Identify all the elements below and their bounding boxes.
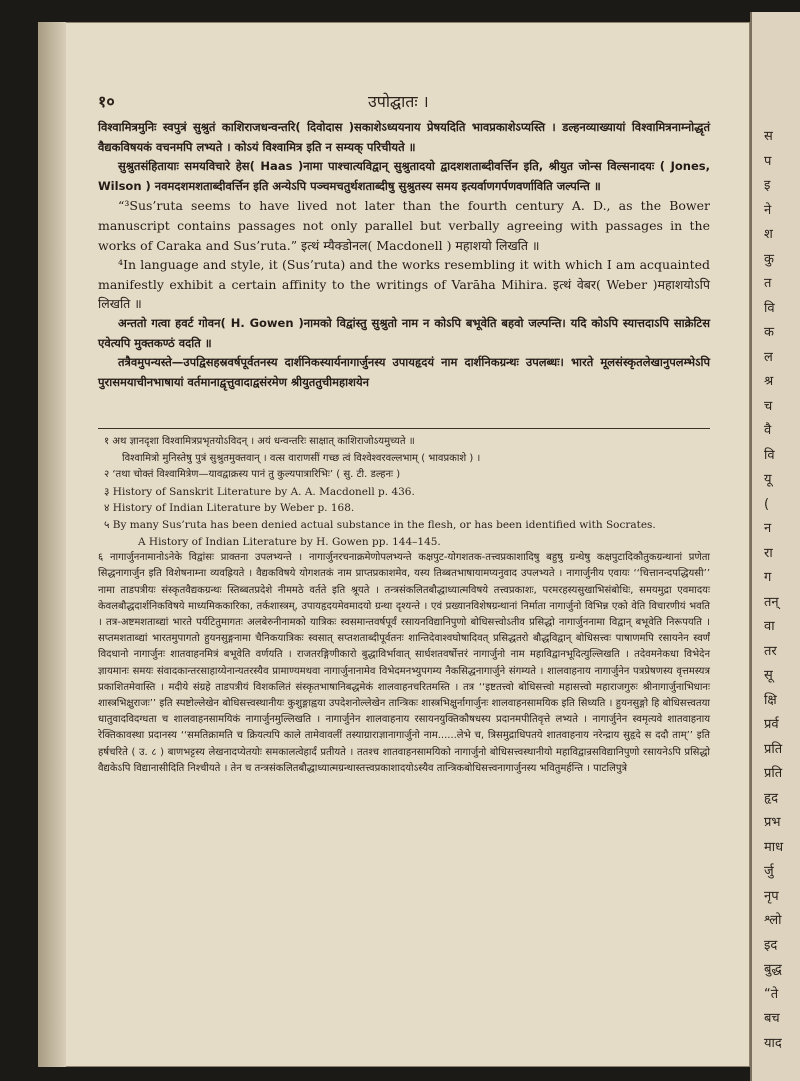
next-page-fragment: र्जु [764,864,774,879]
page-header [98,90,710,112]
next-page-fragment: च [764,398,773,414]
next-page-fragment: क [764,325,774,340]
body-paragraph: ⁴In language and style, it (Sus’ruta) and the works resembling it with which I am acquainted manifestly exhibit a certain affinity to the writings of Varāha Mihira. इत्थं वेबर( Weber )महाशयोऽपि लिखति ॥ [98,257,710,312]
next-page-fragment: प्रति [764,741,783,757]
next-page-fragment: त [764,276,772,291]
next-page-fragment: “ते [764,986,779,1002]
next-page-fragment: सू [764,668,773,683]
footnote: ३ History of Sanskrit Literature by A. A. Macdonell p. 436. [104,485,415,498]
next-page-fragment: बुद्ध [764,962,782,977]
main-text [98,118,710,392]
next-page-fragment: हृद [764,790,779,806]
next-page-fragment: रा [764,545,773,561]
next-page-fragment: न [764,521,772,536]
footnote-divider [98,428,710,429]
next-page-fragment: इद [764,937,778,953]
next-page-fragment: श्लो [764,913,782,928]
footnote: ६ नागार्जुननामानोऽनेके विद्वांसः प्राक्तना उपलभ्यन्ते । नागार्जुनरचनाक्रमेणोपलभ्यन्ते कक्षपुट-योगशतक-तत्त्वप्रकाशादिषु बहुषु ग्रन्थेषु कक्षपुटादिकौतुकग्रन्थानां प्रणेता सिद्धनागार्जुन इति विशेषनाम्ना व्यवह्रियते । वैद्यकविषये योगशतकं नाम प्राप्तप्रकाशमेव, यस्य तिब्बतभाषायामप्यनुवाद उपलभ्यते । नागार्जुनीय एवायः ‘‘चित्तानन्दपद्धियसी’’ नामा ताडपत्रीयः संस्कृतवैद्यकग्रन्थः स्तिब्बतप्रदेशे नीममठे वर्तते इति श्रूयते । तन्त्रसंकलितबौद्धाध्यात्मविषये तत्त्वप्रकाशः, परमरहस्यसुखाभिसंबोधिः, समयमुद्रा एवमादयः केवलबौद्धदार्शनिकविषये माध्यमिककारिका, तर्कशास्त्रम्, उपायहृदयमेवमादयो ग्रन्था दृश्यन्ते । एवं प्रख्यानविशेषग्रन्थानां निर्माता नागार्जुनो विभिन्न एको वेति विचारणीयं भवति । तत्र-अष्टमशताब्द्यां भारते पर्यटितुमागतः अलबेरुनीनामको यात्रिकः स्वसमान्तवर्षपूर्वं रसायनविद्यानिपुणो बोधिसत्त्वोऽतीव प्रसिद्धो नागार्जुननामा विद्वान् बभूवेति निरूपयति । सप्तमशताब्द्यां भारतमुपागतो हुयनसुङ्गनामा चैनिकयात्रिकः स्वसात् सप्तशताब्दीपूर्वतनः शान्तिदेवाश्वघोषादिवत् प्रसिद्धतरो बौद्धविद्वान् बोधिसत्त्वः पाषाणमपि रसायनेन स्वर्णं विदधानो नागार्जुनः शातवाहनमित्रं बभूवेति वर्णयति । राजतरङ्गिणीकारो बुद्धाविर्भावात् सार्धशतवर्षोत्तरं नागार्जुनो नाम महाविद्वानभूदित्युल्लिखति । तदेवमनेकधा विभेदेन ज्ञायमानः समयः संवादकान्तरसाहाय्येनान्यतरस्यैव प्रामाण्यमथवा नागार्जुनानामेव विभेदमनभ्युपगम्य नैकसिद्धनागार्जुने संगम्यते । शालवाहनाय नागार्जुनेन पत्रप्रेषणस्य वृत्तमस्यत्र प्रकाशितमेवास्ति । मदीये संग्रहे ताडपत्रीयं विशकलितं संस्कृतभाषानिबद्धमेकं शालवाहनचरितमस्ति । तत्र ‘‘इष्टतत्त्वो बोधिसत्त्वो महासत्त्वो महाराजगुरुः श्रीनागार्जुनाभिधानः शास्त्रभिक्षुराजः’’ इति स्पष्टोल्लेखेन बोधिसत्त्वस्थानीयः कुशुङ्गाह्वया उपदेशनोल्लेखेन तान्त्रिकः शास्त्रभिक्षुर्नागार्जुनः शालवाहनसामयिक इति सिध्यति । हुयनसुङ्गो हि बोधिसत्त्वतया धातुवादविदग्धता च शालवाहनसामयिकं नागार्जुनमुल्लिखति । नागार्जुनेन शालवाहनाय रसायनयुक्तिकौषधस्य प्रदानमपीतिवृत्ते लभ्यते । नागार्जुनेन स्वमृत्यवे शातवाहनाय रेक्तिकावस्था प्रदानस्य ‘‘समतिक्रामति च क्रियत्यपि काले तामेवावलीं तस्याग्राराज्ञानागार्जुनो नाम......लेभे च, त्रिसमुद्राधिपतये शातवाहनाय नरेन्द्राय सुहृदे स ददौ ताम्’’ इति हर्षचरिते ( उ. ८ ) बाणभट्टस्य लेखनादप्येतयोः समकालत्वेहार्दं प्रतीयते । ततश्च शातवाहनसामयिको नागार्जुनो बोधिसत्त्वस्थानीयो महाविद्वान्रसविद्यानिपुणो रसायनेऽपि प्रसिद्धो वैद्यकेऽपि विद्यानासीदिति निश्चीयते । तेन च तन्त्रसंकलितबौद्धाध्यात्मग्रन्थास्तत्त्वप्रकाशादयोऽस्यैव तान्त्रिकबोधिसत्त्वनागार्जुनस्य भवितुमर्हन्ति । पाटलिपुत्रे [98,552,710,774]
next-page-fragment: वै [764,423,772,438]
footnote: ५ By many Sus’ruta has been denied actual substance in the flesh, or has been identified with Socrates. [104,518,656,531]
body-paragraph: अन्ततो गत्वा हवर्ट गोवन( H. Gowen )नामको विद्वांस्तु सुश्रुतो नाम न कोऽपि बभूवेति बहवो जल्पन्ति। यदि कोऽपि स्यात्तदाऽपि साक्रेटिस एवेत्यपि मुक्तकण्ठं वदति ॥ [98,315,710,350]
next-page-fragment: तर [764,643,777,659]
body-paragraph: विश्वामित्रमुनिः स्वपुत्रं सुश्रुतं काशिराजधन्वन्तरि( दिवोदास )सकाशेऽध्ययनाय प्रेषयदिति भावप्रकाशेऽप्यस्ति । डल्हनव्याख्यायां विश्वामित्रनाम्नोद्धृतं वैद्यकविषयकं वचनमपि लभ्यते । कोऽयं विश्वामित्र इति न सम्यक् परिचीयते ॥ [98,120,710,154]
footnote: ४ History of Indian Literature by Weber p. 168. [104,502,355,515]
next-page-fragment: ग [764,570,772,585]
next-page-fragment: वि [764,300,775,316]
page-gutter-shadow [38,22,66,1067]
next-page-fragment: ने [764,202,772,218]
next-page-fragment: नृप [764,888,779,904]
footnote: १ अथ ज्ञानदृशा विश्वामित्रप्रभृतयोऽविदन् । अयं धन्वन्तरिः साक्षात् काशिराजोऽयमुच्यते ॥ [104,436,415,447]
body-paragraph: सुश्रुतसंहितायाः समयविचारे हेस( Haas )नामा पाश्चात्यविद्वान् सुश्रुतादयो द्वादशशताब्दीवर्त्तिन इति, श्रीयुत जोन्स विल्सनादयः ( Jones, Wilson ) नवमदशमशताब्दीवर्त्तिन इति अन्येऽपि पञ्चमचतुर्थशताब्दीषु सुश्रुतस्य समय इत्यर्वाणगर्पणवर्णाविति जल्पन्ति ॥ [98,159,710,193]
next-page-fragment: प्रर्व [764,717,779,732]
next-page-fragment: तन् [764,594,779,610]
next-page-edge [750,12,800,1081]
next-page-fragment: प्रभ [764,815,781,830]
running-title: उपोद्घातः । [368,92,429,111]
body-paragraph: तत्रैवमुपन्यस्ते—उपद्विसहस्रवर्षपूर्वतनस्य दार्शनिकस्यार्यनागार्जुनस्य उपायहृदयं नाम दार्शनिकग्रन्थः उपलब्धः। भारते मूलसंस्कृतलेखानुपलम्भेऽपि पुरासमयाचीनभाषायां वर्तमानाद्वृत्तुवादाद्वसंरमेण श्रीयुततुचीमहाशयेन [98,355,710,389]
next-page-fragment: इ [764,178,771,193]
footnotes [98,434,710,777]
next-page-fragment: याद [764,1035,782,1051]
next-page-fragment: क्षि [764,692,777,708]
next-page-fragment: श [764,227,773,242]
next-page-fragment: कु [764,251,774,267]
body-paragraph: “³Sus’ruta seems to have lived not later than the fourth century A. D., as the Bower manuscript contains passages not only parallel but verbally agreeing with passages in the works of Caraka and Sus’ruta.” इत्थं म्यैक्डोनल( Macdonell ) महाशयो लिखति ॥ [98,198,710,253]
next-page-fragment: वा [764,619,775,634]
page-number: १० [98,92,115,111]
next-page-fragment: बच [764,1011,780,1026]
next-page-fragment: ( [764,496,770,512]
next-page-fragment: प्रति [764,766,783,781]
next-page-fragment: ल [764,349,773,365]
next-page-fragment: यू [764,472,772,487]
next-page-fragment: प [764,153,772,169]
next-page-fragment: स [764,129,773,144]
next-page-fragment: वि [764,447,775,463]
footnote: २ ‘तथा चोक्तं विश्वामित्रेण—यावद्वाक्रस्य पानं तु कुल्यपात्रारिभिः’ ( सु. टी. डल्हनः ) [104,469,401,481]
next-page-fragment: माध [764,839,784,855]
footnote: A History of Indian Literature by H. Gowen pp. 144–145. [138,535,441,548]
footnote: विश्वामित्रो मुनिस्तेषु पुत्रं सुश्रुतमुक्तवान् । वत्स वाराणसीं गच्छ त्वं विश्वेश्वरवल्लभाम् ( भावप्रकाशे ) । [122,452,481,464]
next-page-fragment: श्र [764,374,774,389]
